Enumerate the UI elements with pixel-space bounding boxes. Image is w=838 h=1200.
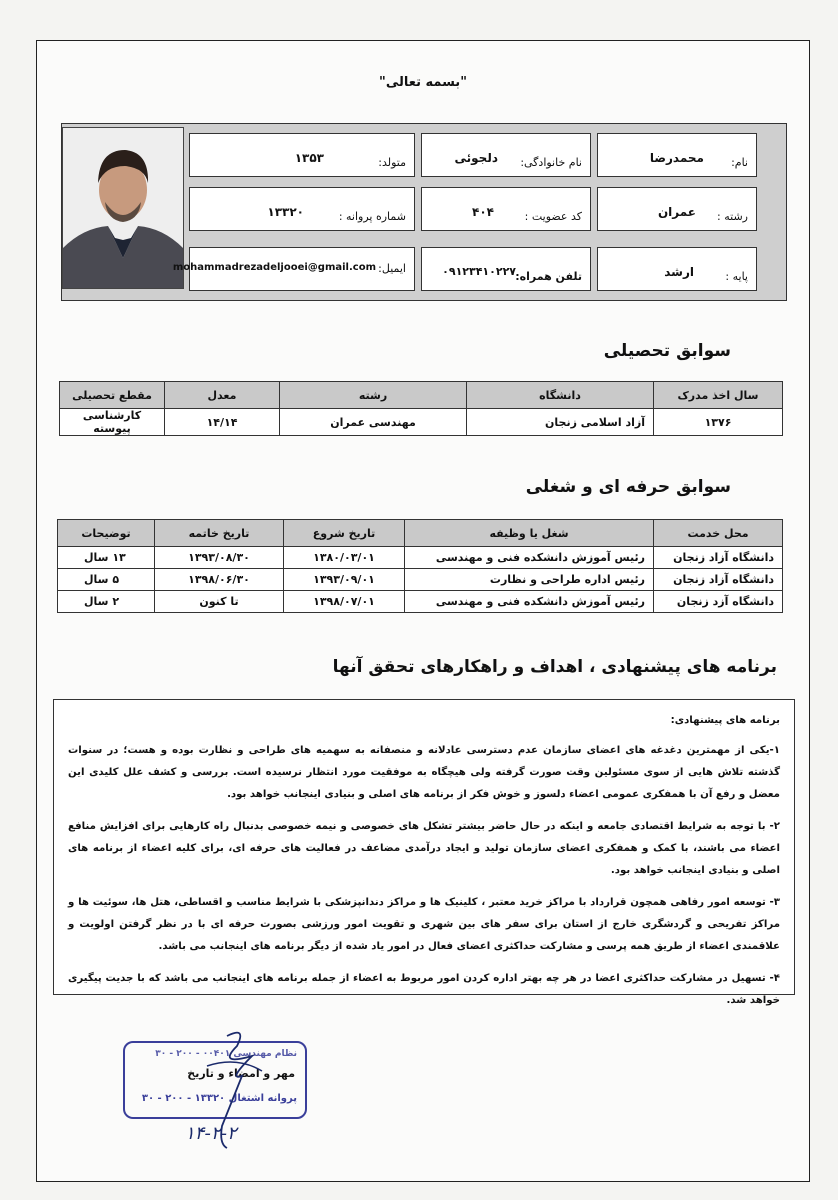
- education-table: [59, 381, 783, 436]
- table-cell: مهندسی عمران: [280, 409, 467, 436]
- career-section-title: سوابق حرفه ای و شغلی: [525, 477, 731, 497]
- email-label: ایمیل:: [378, 262, 406, 275]
- education-section-title: سوابق تحصیلی: [603, 341, 731, 361]
- table-cell: ۲ سال: [58, 591, 155, 613]
- table-cell: رئیس اداره طراحی و نظارت: [405, 569, 654, 591]
- license-value: ۱۳۳۲۰: [267, 205, 304, 219]
- email-field: [172, 247, 415, 291]
- field-value: عمران: [657, 205, 696, 219]
- page-header-title: "بسمه تعالی": [379, 75, 467, 90]
- signature-date: ۱۴-۲-۲: [185, 1123, 237, 1144]
- stamp-line-1: نظام مهندسی ۰۰۴۰۱ - ۲۰۰ - ۳۰: [155, 1049, 297, 1059]
- career-table: [57, 519, 783, 613]
- table-header: سال اخذ مدرک: [654, 382, 783, 409]
- table-header: مقطع تحصیلی: [60, 382, 165, 409]
- stamp-line-2: پروانه اشتغال ۱۳۳۲۰ - ۲۰۰ - ۳۰: [141, 1093, 297, 1104]
- table-cell: ۱۴/۱۴: [165, 409, 280, 436]
- license-label: شماره پروانه :: [338, 210, 406, 223]
- programs-box: [53, 699, 795, 1006]
- program-item: ۱-یکی از مهمترین دغدغه های اعضای سازمان عدم دسترسی عادلانه و منصفانه به سهمیه های طراحی و نظارت بوده و هست؛ در سنوات گذشته تلاش هایی از سوی مسئولین وقت صورت گرفته ولی هیچگاه به موفقیت مورد انتظار نرسیده است. بررسی و کشف علل کلیدی این معضل و رفع آن با همفکری عمومی اعضاء دلسوز و خوش فکر از برنامه های اصلی و بنیادی اینجانب خواهد بود.: [68, 745, 780, 800]
- table-row: [60, 409, 783, 436]
- programs-section-title: برنامه های پیشنهادی ، اهداف و راهکارهای تحقق آنها: [332, 657, 777, 677]
- table-cell: کارشناسی پیوسته: [60, 409, 165, 436]
- document-page: [36, 40, 810, 1182]
- grade-label: پایه :: [725, 270, 748, 283]
- grade-value: ارشد: [664, 265, 694, 279]
- phone-label: تلفن همراه:: [515, 270, 582, 283]
- table-header: معدل: [165, 382, 280, 409]
- table-header: تاریخ شروع: [284, 520, 405, 547]
- career-header-row: [58, 520, 783, 547]
- table-cell: دانشگاه آزاد زنجان: [654, 569, 783, 591]
- table-header: تاریخ خاتمه: [155, 520, 284, 547]
- first-name-value: محمدرضا: [649, 151, 704, 165]
- member-code-field: [421, 187, 591, 231]
- phone-field: [421, 247, 591, 291]
- table-cell: ۱۳۷۶: [654, 409, 783, 436]
- table-header: رشته: [280, 382, 467, 409]
- table-row: [58, 569, 783, 591]
- programs-heading: برنامه های پیشنهادی:: [670, 715, 780, 726]
- table-cell: ۱۳ سال: [58, 547, 155, 569]
- education-header-row: [60, 382, 783, 409]
- table-cell: آزاد اسلامی زنجان: [467, 409, 654, 436]
- profile-photo: [62, 127, 184, 289]
- first-name-label: نام:: [731, 156, 748, 169]
- member-code-label: کد عضویت :: [524, 210, 582, 223]
- phone-value: ۰۹۱۲۳۴۱۰۲۲۷: [442, 265, 516, 278]
- email-value: mohammadrezadeljooei@gmail.com: [172, 262, 376, 273]
- table-cell: دانشگاه آزد زنجان: [654, 591, 783, 613]
- grade-field: [597, 247, 757, 291]
- member-code-value: ۴۰۴: [472, 205, 494, 219]
- table-cell: ۱۳۸۰/۰۳/۰۱: [284, 547, 405, 569]
- field-label: رشته :: [717, 210, 748, 223]
- signature-label: مهر و امضاء و تاریخ: [187, 1067, 295, 1080]
- last-name-label: نام خانوادگی:: [520, 156, 582, 169]
- table-header: شغل یا وظیفه: [405, 520, 654, 547]
- table-cell: دانشگاه آزاد زنجان: [654, 547, 783, 569]
- table-cell: ۱۳۹۳/۰۸/۳۰: [155, 547, 284, 569]
- table-cell: ۱۳۹۳/۰۹/۰۱: [284, 569, 405, 591]
- license-field: [189, 187, 415, 231]
- table-cell: ۵ سال: [58, 569, 155, 591]
- table-cell: ۱۳۹۸/۰۷/۰۱: [284, 591, 405, 613]
- table-header: دانشگاه: [467, 382, 654, 409]
- program-item: ۳- توسعه امور رفاهی همچون قرارداد با مراکز خرید معتبر ، کلینیک ها و مراکز دندانپزشکی با شرایط مناسب و اقساطی، هتل ها، سوئیت ها و مراکز تفریحی و گردشگری خارج از استان برای سفر های بین شهری و تقویت امور ورزشی بصورت حرفه ای با در نظر گرفتن اولویت و علاقمندی اعضاء از طریق همه پرسی و مشارکت حداکثری اعضای فعال در امور یاد شده از دیگر برنامه های اینجانب می باشد.: [68, 897, 780, 952]
- field-of-study-field: [597, 187, 757, 231]
- birth-label: متولد:: [378, 156, 406, 169]
- table-row: [58, 547, 783, 569]
- table-cell: رئیس آموزش دانشکده فنی و مهندسی: [405, 547, 654, 569]
- table-row: [58, 591, 783, 613]
- table-cell: ۱۳۹۸/۰۶/۳۰: [155, 569, 284, 591]
- program-item: ۲- با توجه به شرایط اقتصادی جامعه و اینکه در حال حاضر بیشتر تشکل های خصوصی و نیمه خصوصی بدنبال راه کارهایی برای افزایش منافع اعضاء می باشند، با کمک و همفکری اعضای سازمان تولید و ایجاد درآمدی مضاعف در فعالیت های حرفه ای، برای کلیه اعضاء از برنامه های اصلی و بنیادی اینجانب خواهد بود.: [68, 821, 780, 876]
- last-name-value: دلجوئی: [454, 151, 498, 165]
- birth-value: ۱۳۵۳: [294, 151, 324, 165]
- last-name-field: [421, 133, 591, 177]
- table-header: توضیحات: [58, 520, 155, 547]
- table-header: محل خدمت: [654, 520, 783, 547]
- table-cell: تا کنون: [155, 591, 284, 613]
- first-name-field: [597, 133, 757, 177]
- table-cell: رئیس آموزش دانشکده فنی و مهندسی: [405, 591, 654, 613]
- program-item: ۴- تسهیل در مشارکت حداکثری اعضا در هر چه بهتر اداره کردن امور مربوط به اعضاء از جمله برنامه های اینجانب می باشد که با جدیت پیگیری خواهد شد.: [68, 973, 780, 1006]
- birth-field: [189, 133, 415, 177]
